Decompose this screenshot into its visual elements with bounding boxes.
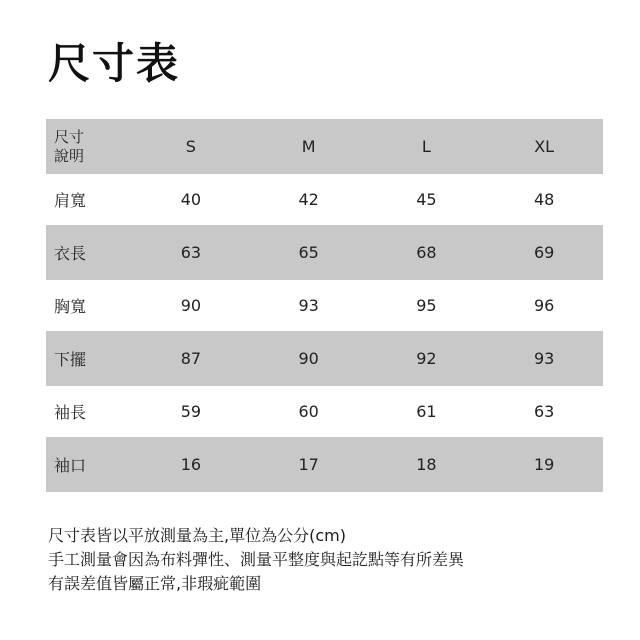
table-cell: 48	[533, 190, 555, 209]
header-label-cell	[46, 119, 132, 174]
table-cell: 42	[298, 190, 319, 209]
table-cell: 18	[416, 455, 437, 474]
row-label: 衣長	[54, 244, 87, 263]
header-size-l: L	[421, 137, 431, 156]
table-cell: 17	[298, 455, 319, 474]
table-row	[46, 437, 603, 492]
table-cell: 63	[180, 243, 202, 262]
note-line: 尺寸表皆以平放測量為主,單位為公分(cm)	[48, 526, 346, 545]
table-cell: 90	[180, 296, 202, 315]
row-label: 袖口	[54, 456, 87, 475]
header-size-s: S	[185, 137, 196, 156]
table-row	[46, 225, 603, 280]
table-cell: 93	[533, 349, 555, 368]
table-cell: 59	[180, 402, 202, 421]
table-cell: 90	[298, 349, 319, 368]
table-cell: 93	[298, 296, 319, 315]
table-cell: 96	[533, 296, 555, 315]
table-cell: 40	[180, 190, 202, 209]
table-cell: 60	[298, 402, 319, 421]
row-label: 胸寬	[54, 297, 87, 316]
header-label-line1: 尺寸	[54, 127, 85, 146]
table-cell: 45	[416, 190, 437, 209]
table-cell: 61	[416, 402, 437, 421]
table-cell: 92	[416, 349, 437, 368]
table-cell: 87	[180, 349, 202, 368]
note-line: 手工測量會因為布料彈性、測量平整度與起訖點等有所差異	[48, 550, 465, 569]
header-label-line2: 說明	[54, 146, 85, 165]
header-size-xl: XL	[534, 137, 555, 156]
row-label: 下擺	[54, 350, 87, 369]
table-row	[46, 331, 603, 386]
measurement-notes	[48, 524, 464, 596]
table-cell: 68	[416, 243, 437, 262]
table-cell: 95	[416, 296, 437, 315]
size-table	[46, 119, 603, 492]
table-cell: 69	[533, 243, 555, 262]
table-header-row	[46, 119, 603, 174]
header-size-m: M	[301, 137, 316, 156]
table-row	[46, 386, 603, 437]
table-cell: 19	[533, 455, 555, 474]
row-label: 袖長	[54, 403, 87, 422]
table-cell: 63	[533, 402, 555, 421]
table-row	[46, 280, 603, 331]
row-label: 肩寬	[54, 191, 87, 210]
page-title: 尺寸表	[48, 39, 181, 88]
table-cell: 65	[298, 243, 319, 262]
table-cell: 16	[180, 455, 202, 474]
note-line: 有誤差值皆屬正常,非瑕疵範圍	[48, 574, 262, 593]
table-row	[46, 174, 603, 225]
